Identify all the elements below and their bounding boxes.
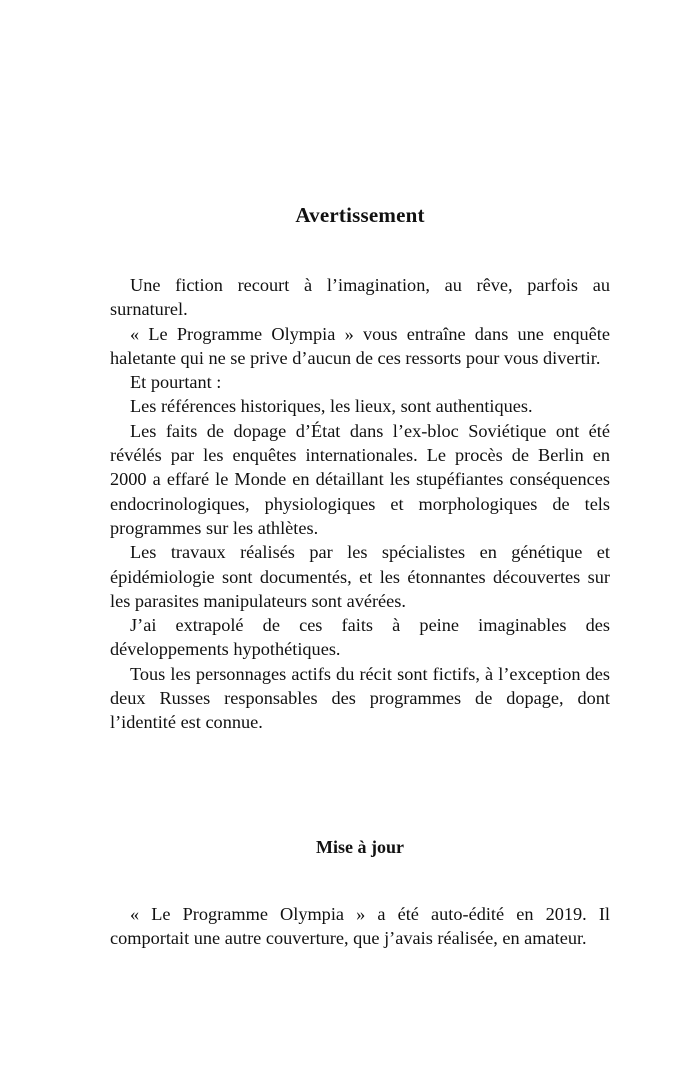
paragraph: Les faits de dopage d’État dans l’ex-bloc Soviétique ont été révélés par les enquêtes internationales. Le procès de Berlin en 2000 a effaré le Monde en détaillant les stupéfiantes conséquences endocrinologiques, physiologiques et morphologiques de tels programmes sur les athlètes. xyxy=(110,420,610,538)
update-title: Mise à jour xyxy=(316,837,404,857)
paragraph: Et pourtant : xyxy=(130,372,222,393)
paragraph: Les références historiques, les lieux, sont authentiques. xyxy=(130,396,533,417)
warning-body xyxy=(110,273,610,735)
paragraph: « Le Programme Olympia » a été auto-édité en 2019. Il comportait une autre couverture, que j’avais réalisée, en amateur. xyxy=(110,904,610,949)
paragraph: Les travaux réalisés par les spécialistes en génétique et épidémiologie sont documentés, et les étonnantes découvertes sur les parasites manipulateurs sont avérées. xyxy=(110,542,610,611)
paragraph: J’ai extrapolé de ces faits à peine imaginables des développements hypothétiques. xyxy=(110,615,610,660)
warning-title: Avertissement xyxy=(295,203,425,227)
paragraph: « Le Programme Olympia » vous entraîne dans une enquête haletante qui ne se prive d’aucun de ces ressorts pour vous divertir. xyxy=(110,323,610,368)
paragraph: Une fiction recourt à l’imagination, au rêve, parfois au surnaturel. xyxy=(110,275,610,320)
update-body xyxy=(110,902,610,951)
paragraph: Tous les personnages actifs du récit sont fictifs, à l’exception des deux Russes responsables des programmes de dopage, dont l’identité est connue. xyxy=(110,663,610,733)
